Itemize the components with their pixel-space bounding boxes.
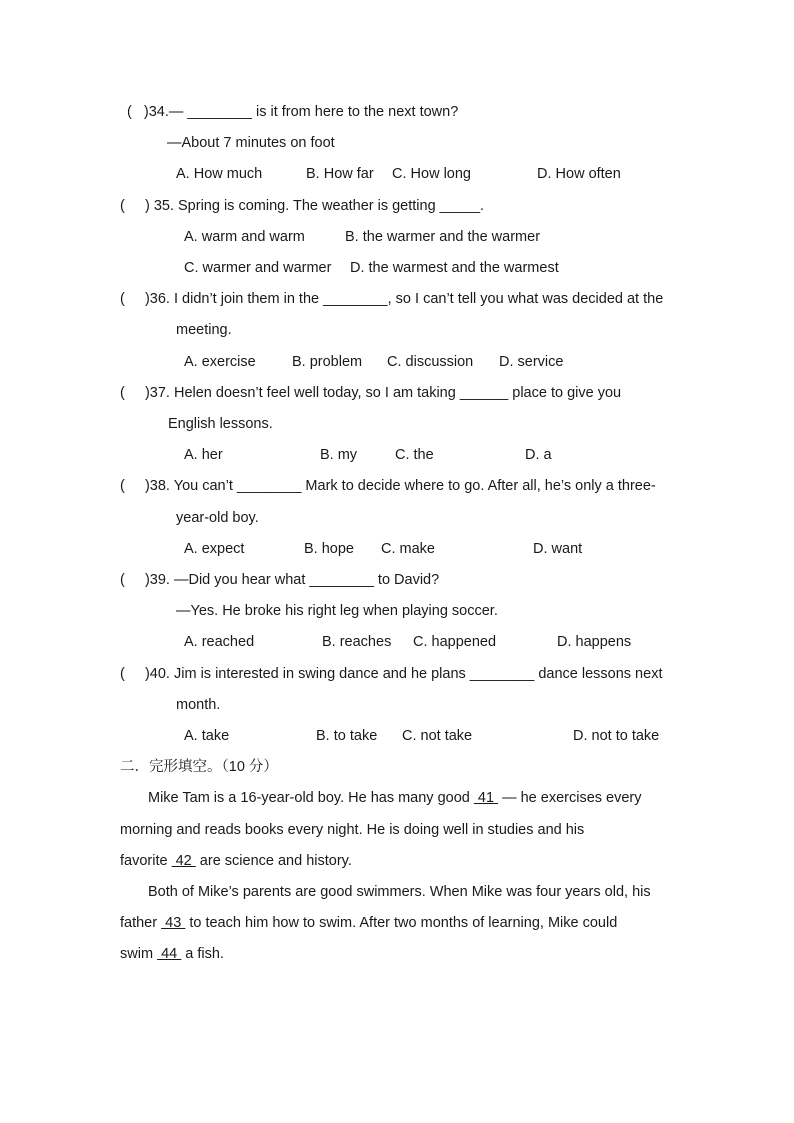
passage-paragraph-2-line-2: father 43 to teach him how to swim. After two months of learning, Mike could [120, 915, 618, 931]
question-40-stem: ( )40. Jim is interested in swing dance and he plans ________ dance lessons next [120, 666, 663, 682]
question-36-stem-cont: meeting. [176, 322, 232, 338]
question-38-option-b: B. hope [304, 541, 354, 557]
question-35-option-d: D. the warmest and the warmest [350, 260, 559, 276]
question-38-stem: ( )38. You can’t ________ Mark to decide where to go. After all, he’s only a three- [120, 478, 656, 494]
question-39-reply: —Yes. He broke his right leg when playing soccer. [176, 603, 498, 619]
question-37-option-b: B. my [320, 447, 358, 463]
question-37-stem-cont: English lessons. [168, 416, 273, 432]
question-36-option-b: B. problem [292, 354, 363, 370]
question-34-stem: ( )34.— ________ is it from here to the next town? [127, 104, 459, 120]
question-37-option-c: C. the [395, 447, 434, 463]
question-35-option-c: C. warmer and warmer [184, 260, 332, 276]
question-40-option-b: B. to take [316, 728, 378, 744]
question-39-stem: ( )39. —Did you hear what ________ to David? [120, 572, 440, 588]
passage-paragraph-2-line-3: swim 44 a fish. [120, 946, 224, 962]
question-34-option-d: D. How often [537, 166, 621, 182]
question-37-option-d: D. a [525, 447, 552, 463]
question-38-option-d: D. want [533, 541, 583, 557]
question-34-reply: —About 7 minutes on foot [167, 135, 335, 151]
passage-paragraph-1-line-2: morning and reads books every night. He is doing well in studies and his [120, 822, 585, 838]
question-38-option-a: A. expect [184, 541, 245, 557]
question-38-stem-cont: year-old boy. [176, 510, 259, 526]
question-40-option-c: C. not take [402, 728, 473, 744]
question-39-option-b: B. reaches [322, 634, 392, 650]
question-34-option-a: A. How much [176, 166, 263, 182]
blank-42: 42 [171, 853, 196, 869]
question-36-option-c: C. discussion [387, 354, 474, 370]
question-38-option-c: C. make [381, 541, 435, 557]
question-34-option-c: C. How long [392, 166, 471, 182]
question-34-option-b: B. How far [306, 166, 374, 182]
question-36-option-d: D. service [499, 354, 564, 370]
blank-44: 44 [157, 946, 182, 962]
blank-41: 41 [473, 790, 499, 806]
question-36-stem: ( )36. I didn’t join them in the ________, so I can’t tell you what was decided at the [120, 291, 664, 307]
question-39-option-c: C. happened [413, 634, 497, 650]
section-2-heading: 二．完形填空。（10 分） [120, 759, 278, 775]
question-35-option-b: B. the warmer and the warmer [345, 229, 541, 245]
blank-43: 43 [161, 915, 186, 931]
question-37-option-a: A. her [184, 447, 223, 463]
passage-paragraph-2-line-1: Both of Mike’s parents are good swimmers. When Mike was four years old, his [148, 884, 651, 900]
question-37-stem: ( )37. Helen doesn’t feel well today, so I am taking ______ place to give you [120, 385, 622, 401]
question-36-option-a: A. exercise [184, 354, 256, 370]
question-35-stem: ( ) 35. Spring is coming. The weather is getting _____. [120, 198, 485, 214]
passage-paragraph-1-line-3: favorite 42 are science and history. [120, 853, 352, 869]
passage-paragraph-1-line-1: Mike Tam is a 16-year-old boy. He has many good 41 — he exercises every [148, 790, 642, 806]
question-40-stem-cont: month. [176, 697, 221, 713]
question-39-option-a: A. reached [184, 634, 255, 650]
question-39-option-d: D. happens [557, 634, 632, 650]
question-35-option-a: A. warm and warm [184, 229, 305, 245]
question-40-option-a: A. take [184, 728, 230, 744]
question-40-option-d: D. not to take [573, 728, 660, 744]
